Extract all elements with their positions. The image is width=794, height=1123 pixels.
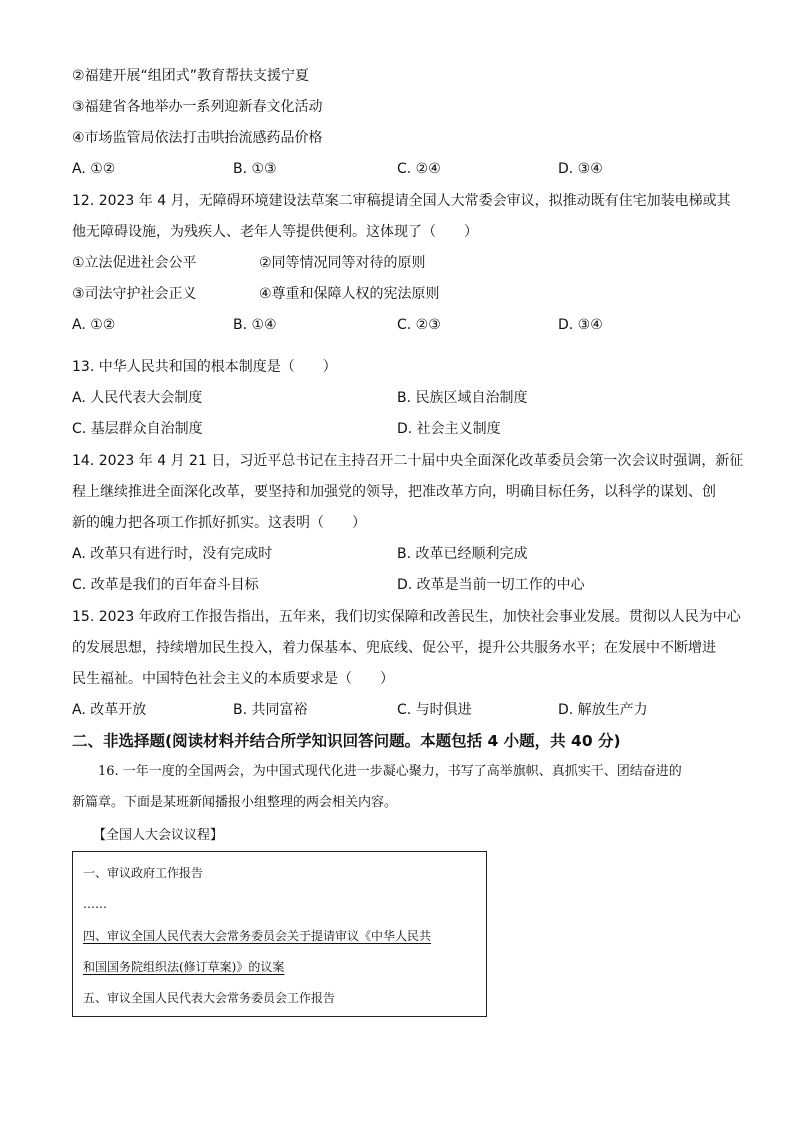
q14-stem-line3: 新的魄力把各项工作抓好抓实。这表明（ ） — [72, 515, 366, 531]
q11-option-d: D. ③④ — [558, 161, 603, 177]
q15-stem-line1: 15. 2023 年政府工作报告指出，五年来，我们切实保障和改善民生，加快社会事业发展。贯彻以人民为中心 — [72, 609, 741, 625]
agenda-row-5: 五、审议全国人民代表大会常务委员会工作报告 — [83, 991, 336, 1005]
q13-option-b: B. 民族区域自治制度 — [397, 390, 528, 406]
q11-item-2: ②福建开展“组团式”教育帮扶支援宁夏 — [72, 68, 310, 84]
q15-stem-line3: 民生福祉。中国特色社会主义的本质要求是（ ） — [72, 671, 394, 687]
q12-item-2: ②同等情况同等对待的原则 — [259, 255, 426, 271]
q13-stem: 13. 中华人民共和国的根本制度是（ ） — [72, 359, 337, 375]
q16-intro-line1: 16. 一年一度的全国两会，为中国式现代化进一步凝心聚力，书写了高举旗帜、真抓实干、团结奋进的 — [98, 764, 682, 779]
agenda-box — [72, 851, 487, 1017]
q15-option-a: A. 改革开放 — [72, 702, 147, 718]
q12-option-a: A. ①② — [72, 317, 116, 333]
q14-option-d: D. 改革是当前一切工作的中心 — [397, 577, 585, 593]
q16-intro-line2: 新篇章。下面是某班新闻播报小组整理的两会相关内容。 — [72, 795, 398, 810]
q15-option-b: B. 共同富裕 — [233, 702, 308, 718]
q14-option-b: B. 改革已经顺利完成 — [397, 546, 528, 562]
q12-item-3: ③司法守护社会正义 — [72, 286, 197, 302]
q11-option-c: C. ②④ — [397, 161, 441, 177]
q12-option-c: C. ②③ — [397, 317, 441, 333]
agenda-row-1: 一、审议政府工作报告 — [83, 866, 204, 880]
q13-option-d: D. 社会主义制度 — [397, 421, 501, 437]
q11-option-a: A. ①② — [72, 161, 116, 177]
q15-option-c: C. 与时俱进 — [397, 702, 472, 718]
q13-option-c: C. 基层群众自治制度 — [72, 421, 203, 437]
q12-stem-line1: 12. 2023 年 4 月，无障碍环境建设法草案二审稿提请全国人大常委会审议，拟推动既有住宅加装电梯或其 — [72, 193, 731, 209]
q15-option-d: D. 解放生产力 — [558, 702, 648, 718]
q11-item-4: ④市场监管局依法打击哄抬流感药品价格 — [72, 130, 323, 146]
q12-item-4: ④尊重和保障人权的宪法原则 — [259, 286, 440, 302]
agenda-row-2: …… — [83, 897, 107, 911]
q14-stem-line2: 程上继续推进全面深化改革，要坚持和加强党的领导，把准改革方向，明确目标任务，以科学的谋划、创 — [72, 484, 716, 500]
q11-option-b: B. ①③ — [233, 161, 277, 177]
section2-title: 二、非选择题(阅读材料并结合所学知识回答问题。本题包括 4 小题，共 40 分) — [72, 732, 621, 750]
q12-option-d: D. ③④ — [558, 317, 603, 333]
q12-stem-line2: 他无障碍设施，为残疾人、老年人等提供便利。这体现了（ ） — [72, 224, 478, 240]
agenda-row-4: 四、审议全国人民代表大会常务委员会关于提请审议《中华人民共 — [83, 929, 432, 943]
q14-option-c: C. 改革是我们的百年奋斗目标 — [72, 577, 259, 593]
q14-option-a: A. 改革只有进行时，没有完成时 — [72, 546, 273, 562]
q16-agenda-label: 【全国人大会议议程】 — [93, 828, 224, 843]
q13-option-a: A. 人民代表大会制度 — [72, 390, 203, 406]
agenda-row-4-cont: 和国国务院组织法(修订草案)》的议案 — [83, 960, 285, 974]
q11-item-3: ③福建省各地举办一系列迎新春文化活动 — [72, 99, 323, 115]
q14-stem-line1: 14. 2023 年 4 月 21 日，习近平总书记在主持召开二十届中央全面深化改革委员会第一次会议时强调，新征 — [72, 453, 744, 469]
q12-item-1: ①立法促进社会公平 — [72, 255, 197, 271]
q12-option-b: B. ①④ — [233, 317, 277, 333]
q15-stem-line2: 的发展思想，持续增加民生投入，着力保基本、兜底线、促公平，提升公共服务水平；在发展中不断增进 — [72, 640, 716, 656]
